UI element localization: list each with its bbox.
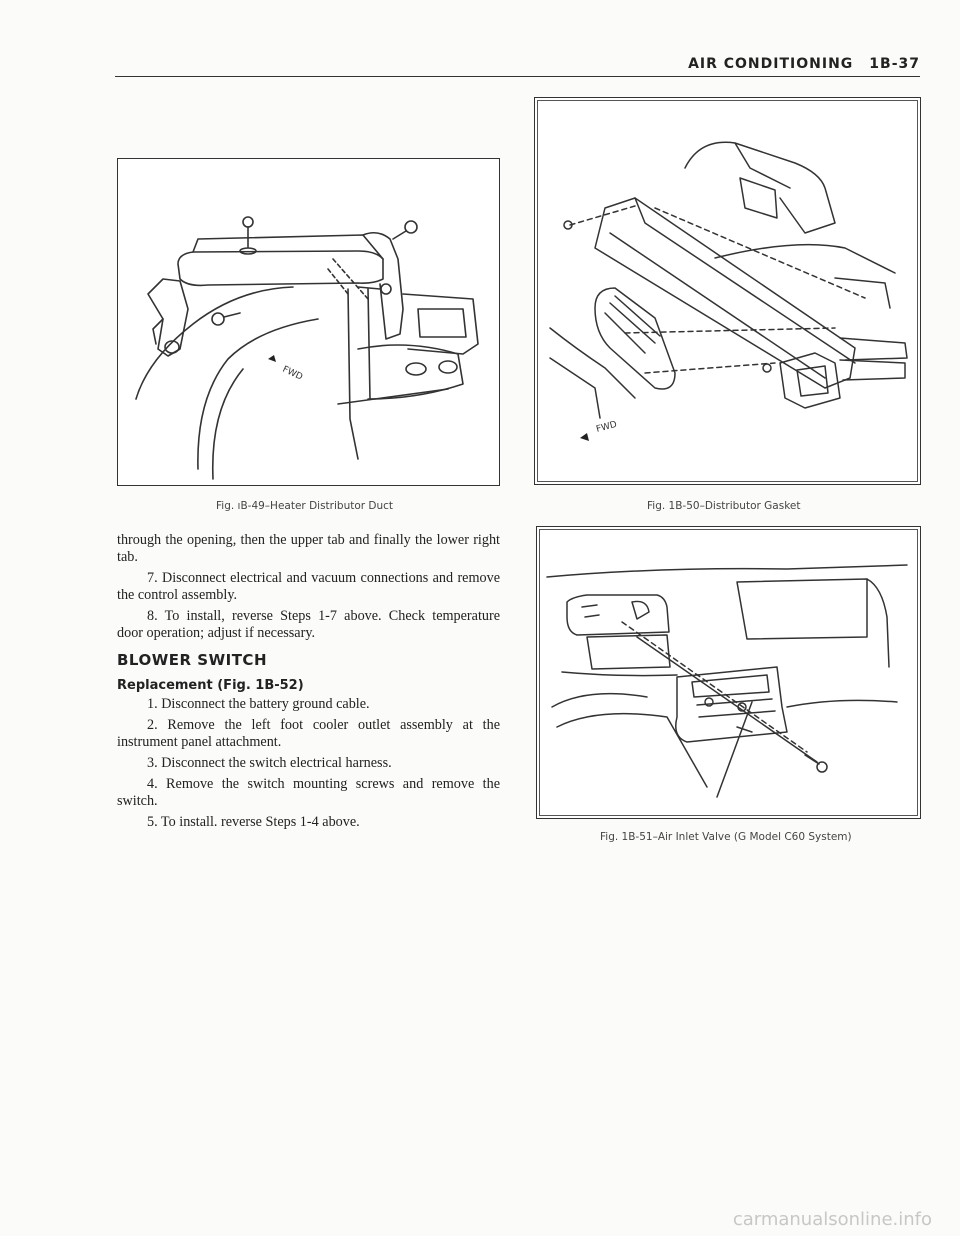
header-rule <box>115 76 920 77</box>
caption-fig-1b-49: Fig. ıB-49–Heater Distributor Duct <box>216 500 394 512</box>
heater-distributor-duct-illustration <box>118 159 499 485</box>
figure-distributor-gasket <box>534 97 921 485</box>
caption-fig-1b-51: Fig. 1B-51–Air Inlet Valve (G Model C60 System) <box>600 831 852 843</box>
page-header <box>688 56 920 72</box>
watermark: carmanualsonline.info <box>732 1209 932 1230</box>
figure-air-inlet-valve <box>536 526 921 819</box>
section-title-blower-switch: BLOWER SWITCH <box>117 651 267 669</box>
page-number: 1B-37 <box>869 56 920 72</box>
paragraph-step-7: 7. Disconnect electrical and vacuum connections and remove the control assembly. <box>117 570 500 603</box>
air-inlet-valve-illustration <box>537 527 920 818</box>
step-item: 2. Remove the left foot cooler outlet assembly at the instrument panel attachment. <box>117 717 500 750</box>
distributor-gasket-illustration <box>535 98 920 484</box>
figure-heater-distributor-duct <box>117 158 500 486</box>
body-text <box>117 532 500 835</box>
step-item: 5. To install. reverse Steps 1-4 above. <box>147 814 360 830</box>
subsection-title-replacement: Replacement (Fig. 1B-52) <box>117 678 304 693</box>
fwd-label-1: FWD <box>280 364 305 383</box>
caption-fig-1b-50: Fig. 1B-50–Distributor Gasket <box>647 500 801 512</box>
paragraph-step-8: 8. To install, reverse Steps 1-7 above. Check temperature door operation; adjust if necessary. <box>117 608 500 641</box>
section-header-title: AIR CONDITIONING <box>688 56 854 72</box>
step-item: 1. Disconnect the battery ground cable. <box>147 696 370 712</box>
paragraph-intro: through the opening, then the upper tab and finally the lower right tab. <box>117 532 500 565</box>
fwd-label-2: FWD <box>595 419 619 435</box>
step-item: 4. Remove the switch mounting screws and remove the switch. <box>117 776 500 809</box>
step-item: 3. Disconnect the switch electrical harness. <box>147 755 392 771</box>
